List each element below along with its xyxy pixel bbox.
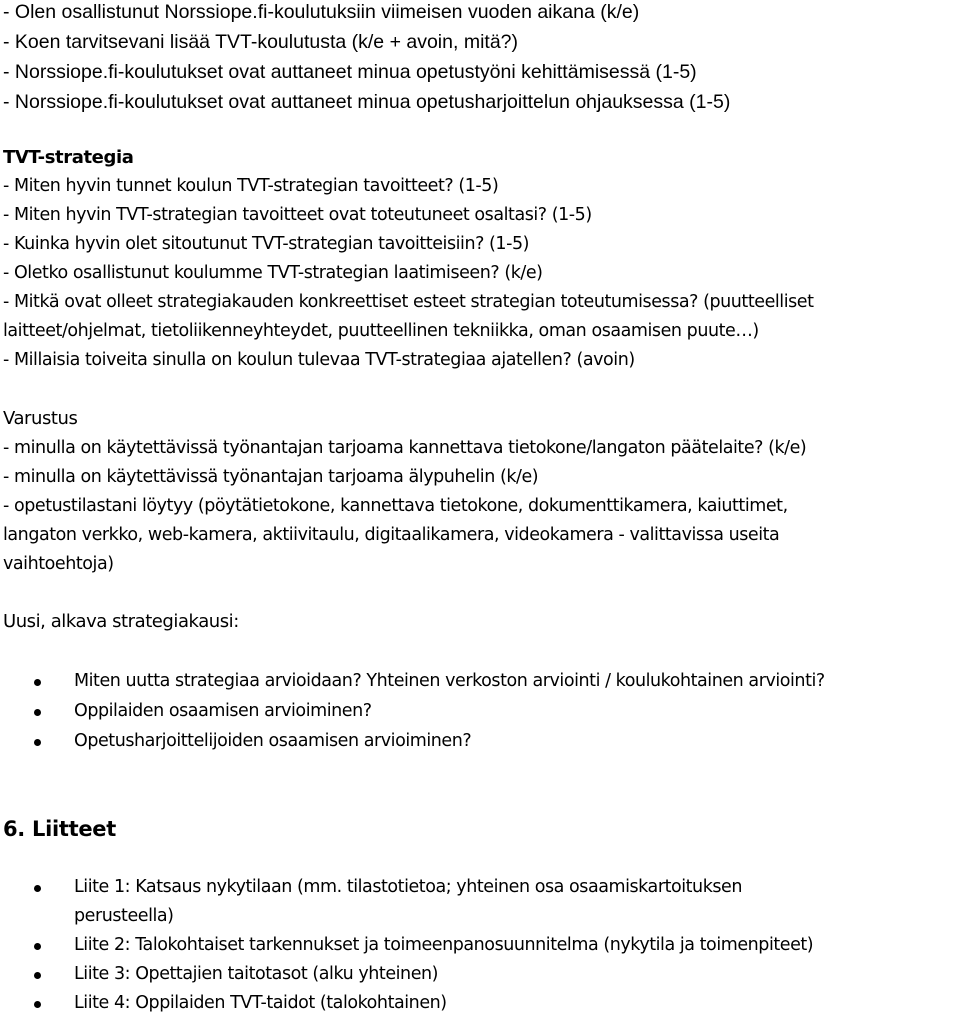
uusi-item-text: Opetusharjoittelijoiden osaamisen arvioiminen? — [74, 731, 472, 751]
uusi-item-text: Oppilaiden osaamisen arvioiminen? — [74, 701, 372, 721]
varustus-line-4: langaton verkko, web-kamera, aktiivitaulu, digitaalikamera, videokamera - valittavissa useita — [3, 525, 780, 545]
bullet-icon — [34, 709, 41, 716]
varustus-line-1: - minulla on käytettävissä työnantajan tarjoama kannettava tietokone/langaton päätelaite? (k/e) — [3, 438, 807, 458]
liite-item-text: perusteella) — [74, 906, 174, 926]
tvt-line-5: - Mitkä ovat olleet strategiakauden konkreettiset esteet strategian toteutumisessa? (puutteelliset — [3, 292, 814, 312]
liite-item-text: Liite 4: Oppilaiden TVT-taidot (talokohtainen) — [74, 993, 447, 1013]
bullet-icon — [34, 739, 41, 746]
liite-item-text: Liite 1: Katsaus nykytilaan (mm. tilastotietoa; yhteinen osa osaamiskartoituksen — [74, 877, 743, 897]
tvt-line-2: - Miten hyvin TVT-strategian tavoitteet ovat toteutuneet osaltasi? (1-5) — [3, 205, 592, 225]
varustus-heading: Varustus — [3, 408, 78, 429]
varustus-line-5: vaihtoehtoja) — [3, 554, 114, 574]
tvt-line-4: - Oletko osallistunut koulumme TVT-strategian laatimiseen? (k/e) — [3, 263, 543, 283]
tvt-line-7: - Millaisia toiveita sinulla on koulun tulevaa TVT-strategiaa ajatellen? (avoin) — [3, 350, 635, 370]
intro-line-1: - Olen osallistunut Norssiope.fi-koulutuksiin viimeisen vuoden aikana (k/e) — [3, 1, 640, 23]
tvt-line-6: laitteet/ohjelmat, tietoliikenneyhteydet, puutteellinen tekniikka, oman osaamisen puute…) — [3, 321, 759, 341]
tvt-line-3: - Kuinka hyvin olet sitoutunut TVT-strategian tavoitteisiin? (1-5) — [3, 234, 530, 254]
uusi-item-text: Miten uutta strategiaa arvioidaan? Yhteinen verkoston arviointi / koulukohtainen arviointi? — [74, 671, 825, 691]
tvt-line-1: - Miten hyvin tunnet koulun TVT-strategian tavoitteet? (1-5) — [3, 176, 499, 196]
liitteet-heading: 6. Liitteet — [3, 817, 116, 841]
bullet-icon — [34, 679, 41, 686]
intro-line-2: - Koen tarvitsevani lisää TVT-koulutusta (k/e + avoin, mitä?) — [3, 31, 518, 53]
varustus-line-2: - minulla on käytettävissä työnantajan tarjoama älypuhelin (k/e) — [3, 467, 539, 487]
tvt-heading: TVT-strategia — [3, 147, 134, 168]
bullet-icon — [34, 972, 41, 979]
intro-line-4: - Norssiope.fi-koulutukset ovat auttaneet minua opetusharjoittelun ohjauksessa (1-5) — [3, 91, 731, 113]
intro-line-3: - Norssiope.fi-koulutukset ovat auttaneet minua opetustyöni kehittämisessä (1-5) — [3, 61, 697, 83]
bullet-icon — [34, 943, 41, 950]
liite-item-text: Liite 3: Opettajien taitotasot (alku yhteinen) — [74, 964, 439, 984]
uusi-heading: Uusi, alkava strategiakausi: — [3, 611, 239, 632]
liite-item-text: Liite 2: Talokohtaiset tarkennukset ja toimeenpanosuunnitelma (nykytila ja toimenpiteet) — [74, 935, 814, 955]
varustus-line-3: - opetustilastani löytyy (pöytätietokone, kannettava tietokone, dokumenttikamera, kaiuttimet, — [3, 496, 788, 516]
bullet-icon — [34, 885, 41, 892]
bullet-icon — [34, 1001, 41, 1008]
